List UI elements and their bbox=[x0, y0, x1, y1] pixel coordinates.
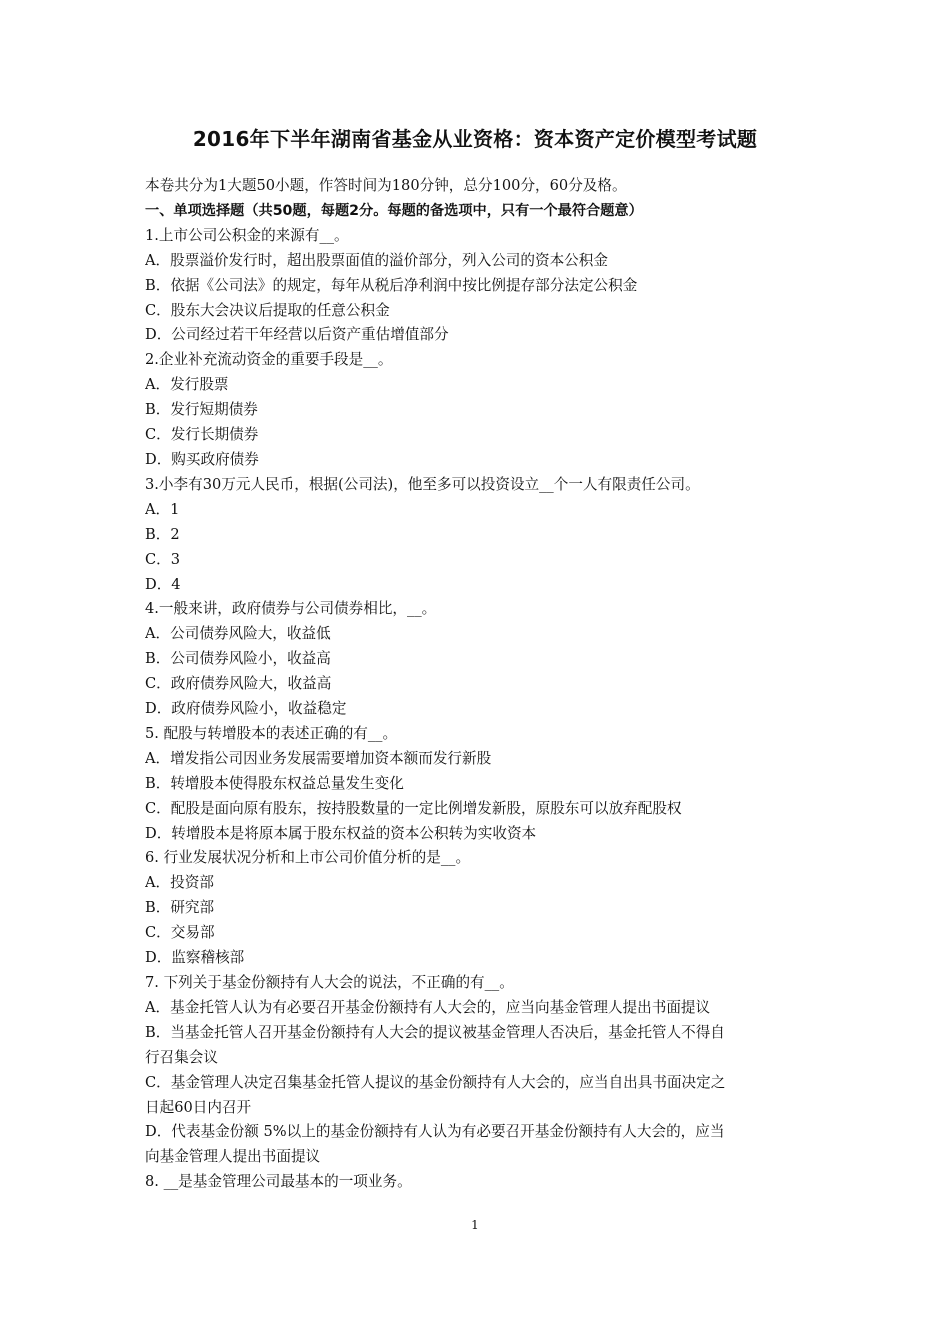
text-line: 4.一般来讲，政府债券与公司债券相比，__。 bbox=[145, 600, 437, 618]
text-line: 日起60日内召开 bbox=[145, 1098, 252, 1116]
text-line: A．1 bbox=[145, 500, 180, 518]
text-line: A．基金托管人认为有必要召开基金份额持有人大会的，应当向基金管理人提出书面提议 bbox=[145, 998, 711, 1016]
exam-intro: 本卷共分为1大题50小题，作答时间为180分钟，总分100分，60分及格。 bbox=[145, 177, 627, 194]
text-line: 1.上市公司公积金的来源有__。 bbox=[145, 226, 349, 244]
text-line: B．发行短期债券 bbox=[145, 401, 258, 419]
page-title: 2016年下半年湖南省基金从业资格：资本资产定价模型考试题 bbox=[192, 127, 758, 151]
text-line: B．2 bbox=[145, 525, 180, 543]
text-line: C．发行长期债券 bbox=[145, 426, 259, 444]
text-line: D．购买政府债券 bbox=[145, 450, 259, 468]
text-line: C．基金管理人决定召集基金托管人提议的基金份额持有人大会的，应当自出具书面决定之 bbox=[145, 1073, 726, 1091]
text-line: D．代表基金份额 5%以上的基金份额持有人认为有必要召开基金份额持有人大会的，应当 bbox=[145, 1123, 725, 1141]
text-line: A．投资部 bbox=[145, 874, 214, 892]
text-line: B．转增股本使得股东权益总量发生变化 bbox=[145, 774, 404, 792]
text-line: B．当基金托管人召开基金份额持有人大会的提议被基金管理人否决后，基金托管人不得自 bbox=[145, 1023, 725, 1041]
text-line: D．政府债券风险小，收益稳定 bbox=[145, 700, 347, 718]
text-line: 5. 配股与转增股本的表述正确的有__。 bbox=[145, 724, 398, 742]
document-body bbox=[145, 174, 810, 1195]
text-line: D．转增股本是将原本属于股东权益的资本公积转为实收资本 bbox=[145, 824, 537, 842]
text-line: 行召集会议 bbox=[145, 1048, 218, 1066]
section-header: 一、单项选择题（共50题，每题2分。每题的备选项中，只有一个最符合题意） bbox=[145, 202, 643, 219]
text-line: 7. 下列关于基金份额持有人大会的说法，不正确的有__。 bbox=[145, 974, 514, 991]
text-line: A．股票溢价发行时，超出股票面值的溢价部分，列入公司的资本公积金 bbox=[145, 251, 608, 269]
text-line: 6. 行业发展状况分析和上市公司价值分析的是__。 bbox=[145, 849, 471, 867]
text-line: B．研究部 bbox=[145, 899, 215, 917]
text-line: C．3 bbox=[145, 550, 181, 568]
text-line: C．股东大会决议后提取的任意公积金 bbox=[145, 301, 390, 319]
text-line: D．监察稽核部 bbox=[145, 949, 245, 967]
text-line: 向基金管理人提出书面提议 bbox=[145, 1148, 321, 1166]
text-line: C．政府债券风险大，收益高 bbox=[145, 675, 332, 693]
text-line: A．发行股票 bbox=[145, 376, 229, 394]
text-line: D．4 bbox=[145, 575, 181, 593]
text-line: D．公司经过若干年经营以后资产重估增值部分 bbox=[145, 326, 449, 344]
page-number: 1 bbox=[471, 1218, 479, 1232]
text-line: A．增发指公司因业务发展需要增加资本额而发行新股 bbox=[145, 749, 492, 767]
text-line: B．公司债券风险小，收益高 bbox=[145, 650, 331, 668]
question-list bbox=[145, 224, 810, 1195]
text-line: 3.小李有30万元人民币，根据(公司法)，他至多可以投资设立__个一人有限责任公司。 bbox=[145, 475, 700, 493]
text-line: C．交易部 bbox=[145, 924, 215, 942]
text-line: B．依据《公司法》的规定，每年从税后净利润中按比例提存部分法定公积金 bbox=[145, 276, 638, 294]
text-line: 8. __是基金管理公司最基本的一项业务。 bbox=[145, 1173, 412, 1191]
text-line: 2.企业补充流动资金的重要手段是__。 bbox=[145, 351, 393, 369]
text-line: A．公司债券风险大，收益低 bbox=[145, 625, 331, 643]
text-line: C．配股是面向原有股东，按持股数量的一定比例增发新股，原股东可以放弃配股权 bbox=[145, 799, 682, 817]
